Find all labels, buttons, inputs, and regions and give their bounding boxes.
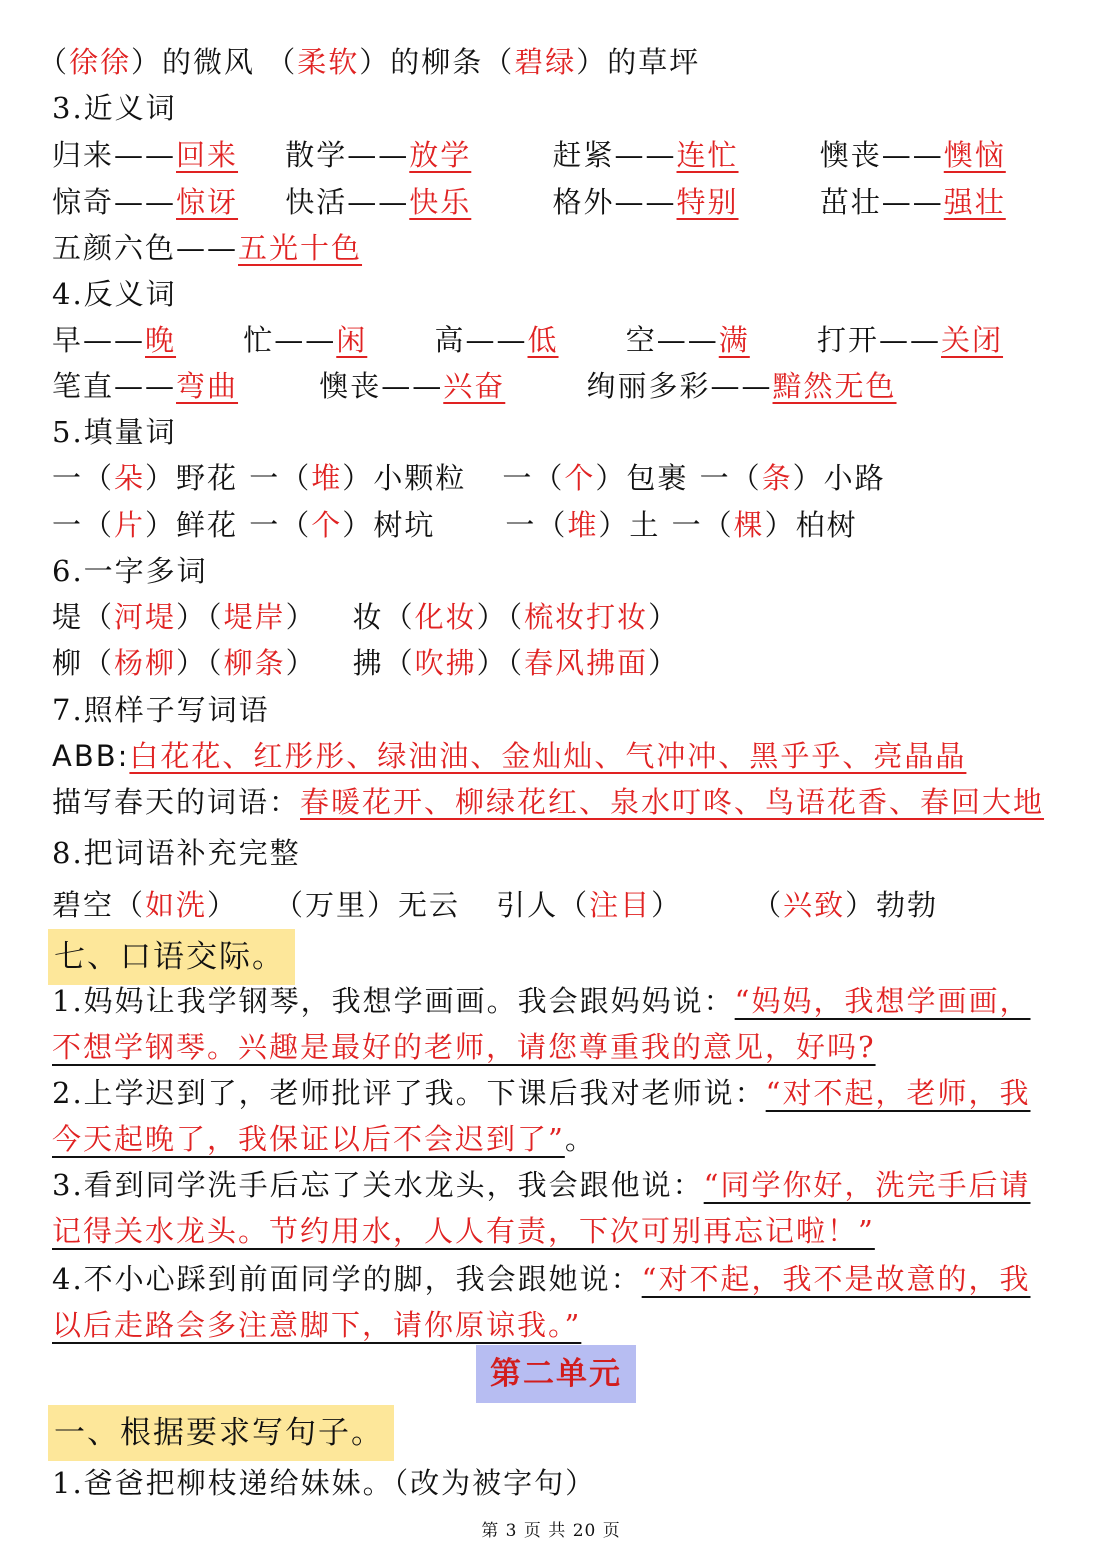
oral-item-4: 4.不小心踩到前面同学的脚，我会跟她说：“对不起，我不是故意的，我以后走路会多注意脚下，请你原谅我。” (52, 1262, 1031, 1342)
measure-words-row-2: 一（片）鲜花 一（个）树坑 一（堆）土 一（棵）柏树 (52, 508, 858, 542)
section-title-write-words: 7.照样子写词语 (52, 693, 270, 727)
oral-item-2: 2.上学迟到了，老师批评了我。下课后我对老师说：“对不起，老师，我今天起晚了，我保证以后不会迟到了”。 (52, 1076, 1031, 1156)
antonyms-row-2: 笔直——弯曲 懊丧——兴奋 绚丽多彩——黯然无色 (52, 369, 897, 403)
synonyms-row-1: 归来——回来 散学——放学 赶紧——连忙 懊丧——懊恼 (52, 138, 1006, 172)
synonyms-row-2: 惊奇——惊讶 快活——快乐 格外——特别 茁壮——强壮 (52, 185, 1006, 219)
antonyms-row-1: 早——晚 忙——闲 高——低 空——满 打开——关闭 (52, 323, 1004, 357)
adjective-noun-line: （徐徐）的微风 （柔软）的柳条（碧绿）的草坪 (38, 45, 701, 79)
sentence-question-1: 1.爸爸把柳枝递给妹妹。（改为被字句） (52, 1466, 597, 1500)
complete-words-row: 碧空（如洗） （万里）无云 引人（注目） （兴致）勃勃 (52, 888, 939, 922)
abb-words-line: ABB:白花花、红彤彤、绿油油、金灿灿、气冲冲、黑乎乎、亮晶晶 (52, 739, 967, 773)
multi-words-row-1: 堤（河堤）（堤岸） 妆（化妆）（梳妆打妆） (52, 600, 680, 634)
spring-words-line: 描写春天的词语：春暖花开、柳绿花红、泉水叮咚、鸟语花香、春回大地 (52, 785, 1045, 819)
oral-item-1: 1.妈妈让我学钢琴，我想学画画。我会跟妈妈说：“妈妈，我想学画画，不想学钢琴。兴趣是最好的老师，请您尊重我的意见，好吗? (52, 984, 1031, 1064)
unit-two-heading: 第二单元 (476, 1345, 636, 1403)
oral-communication-heading: 七、口语交际。 (48, 929, 295, 985)
oral-item-3: 3.看到同学洗手后忘了关水龙头，我会跟他说：“同学你好，洗完手后请记得关水龙头。节约用水，人人有责，下次可别再忘记啦！” (52, 1168, 1031, 1248)
synonyms-row-3: 五颜六色——五光十色 (52, 231, 363, 265)
measure-words-row-1: 一（朵）野花 一（堆）小颗粒 一（个）包裹 一（条）小路 (52, 461, 886, 495)
section-title-synonyms: 3.近义词 (52, 91, 177, 125)
page-footer: 第 3 页 共 20 页 (481, 1521, 621, 1541)
section-title-antonyms: 4.反义词 (52, 277, 177, 311)
section-title-measure-words: 5.填量词 (52, 415, 177, 449)
multi-words-row-2: 柳（杨柳）（柳条） 拂（吹拂）（春风拂面） (52, 646, 680, 680)
section-title-multi-words: 6.一字多词 (52, 554, 208, 588)
write-sentences-heading: 一、根据要求写句子。 (48, 1405, 394, 1461)
section-title-complete-words: 8.把词语补充完整 (52, 836, 301, 870)
